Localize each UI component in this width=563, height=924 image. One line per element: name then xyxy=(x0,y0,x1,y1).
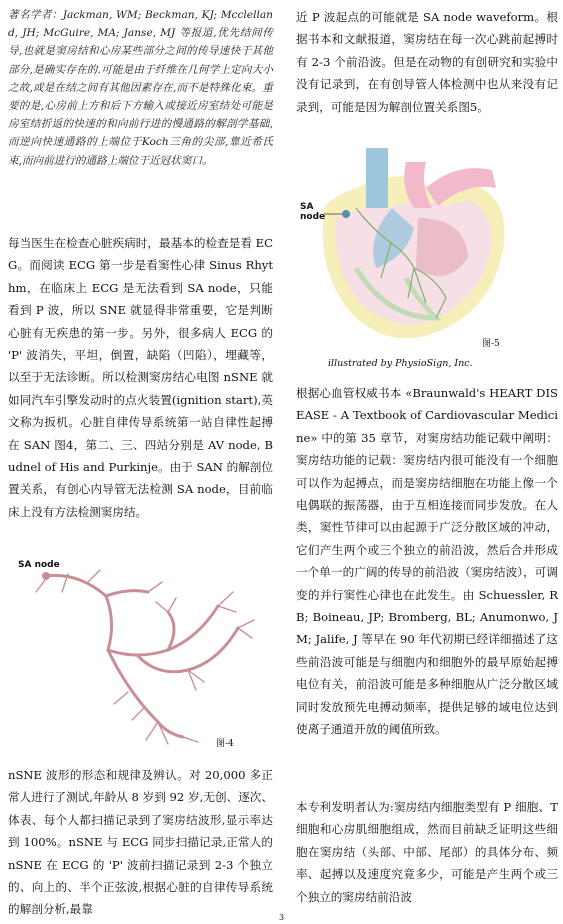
figure-5-credit: illustrated by PhysioSign, Inc. xyxy=(328,358,473,369)
quote-paragraph: 著名学者：Jackman, WM; Beckman, KJ; Mcclelland, JH; McGuire, MA; Janse, MJ 等报道,优先结间传导,也就是窦房结和心房某些部分之间的传导速快于其他部分,是确实存在的.可能是由于纤维在几何学上定向大小之故,或是在结之间有其他因素存在,而不是特殊化束。重要的是,心房前上方和后下方输入或接近房室结处可能是房室结折返的快速的和向前行进的慢通路的解剖学基础,而逆向快速通路的上端位于Koch三角的尖部,靠近希氏束,而向前进行的通路上端位于近冠状窦口。 xyxy=(8,9,273,167)
figure-5-caption: 图-5 xyxy=(482,339,500,349)
body-paragraph-3: 本专利发明者认为:窦房结内细胞类型有 P 细胞、T 细胞和心房肌细胞组成，然而目前缺乏证明这些细胞在窦房结（头部、中部、尾部）的具体分布、频率、起搏以及速度究竟多少，可能是产生两个或三个独立的窦房结前沿波 xyxy=(296,800,558,904)
figure-4 xyxy=(8,552,273,752)
figure-5 xyxy=(296,148,558,370)
body-paragraph-2: 根据心血管权威书本 «Braunwald's HEART DISEASE - A Textbook of Cardiovascular Medicine» 中的第 35 章节，对窦房结功能记载中阐明：窦房结功能的记载：窦房结内很可能没有一个细胞可以作为起搏点，而是窦房结细胞在功能上像一个电偶联的振荡器，由于互相连接而同步发放。在人类，窦性节律可以由起源于广泛分散区域的冲动，它们产生两个或三个独立的前沿波，然后合并形成一个单一的广阔的传导的前沿波（窦房结波），可调变的并行窦性心律也在此发生。由 Schuessler, RB; Boineau, JP; Bromberg, BL; Anumonwo, JM; Jalife, J 等早在 90 年代初期已经详细描述了这些前沿波可能是与细胞内和细胞外的最早原始起搏电位有关，前沿波可能是多种细胞从广泛分散区域同时发放预先电搏动频率，提供足够的域电位达到使离子通道开放的阈值所致。 xyxy=(296,386,558,737)
figure-4-caption: 图-4 xyxy=(216,739,234,749)
body-paragraph-1: 近 P 波起点的可能就是 SA node waveform。根据书本和文献报道，窦房结在每一次心跳前起搏时有 2-3 个前沿波。但是在动物的有创研究和实验中没有记录到，在有创导管人体检测中也从来没有记录到，可能是因为解剖位置关系图5。 xyxy=(296,10,558,114)
body-paragraph-1: 每当医生在检查心脏疾病时，最基本的检查是看 ECG。而阅读 ECG 第一步是看窦性心律 Sinus Rhythm，在临床上 ECG 是无法看到 SA node，只能看到 P 波，所以 SNE 就显得非常重要，它是判断心脏有无疾患的第一步。另外，很多病人 ECG 的 'P' 波消失，平坦，倒置，缺陷（凹陷），埋藏等，以至于无法诊断。所以检测窦房结心电图 nSNE 就如同汽车引擎发动时的点火装置(ignition start),英文称为扳机。心脏自律传导系统第一站自律性起搏在 SAN 图4，第二、三、四站分别是 AV node, Budnel of His and Purkinje。由于 SAN 的解剖位置关系，有创心内导管无法检测 SA node，目前临床上没有方法检测窦房结。 xyxy=(8,236,273,519)
conduction-system-illustration xyxy=(8,552,273,752)
page-number: 3 xyxy=(279,913,285,922)
figure-5-sa-node-label: SA node xyxy=(300,202,326,222)
heart-illustration xyxy=(296,148,558,348)
figure-4-sa-node-label: SA node xyxy=(18,560,60,570)
body-paragraph-2: nSNE 波形的形态和规律及辨认。对 20,000 多正常人进行了测试,年龄从 8 岁到 92 岁,无创、逐次、体表、每个人都扫描记录到了窦房结波形,显示率达到 100%。nSNE 与 ECG 同步扫描记录,正常人的 nSNE 在 ECG 的 'P' 波前扫描记录到 2-3 个独立的、向上的、半个正弦波,根据心脏的自律传导系统的解剖分析,最靠 xyxy=(8,768,273,917)
